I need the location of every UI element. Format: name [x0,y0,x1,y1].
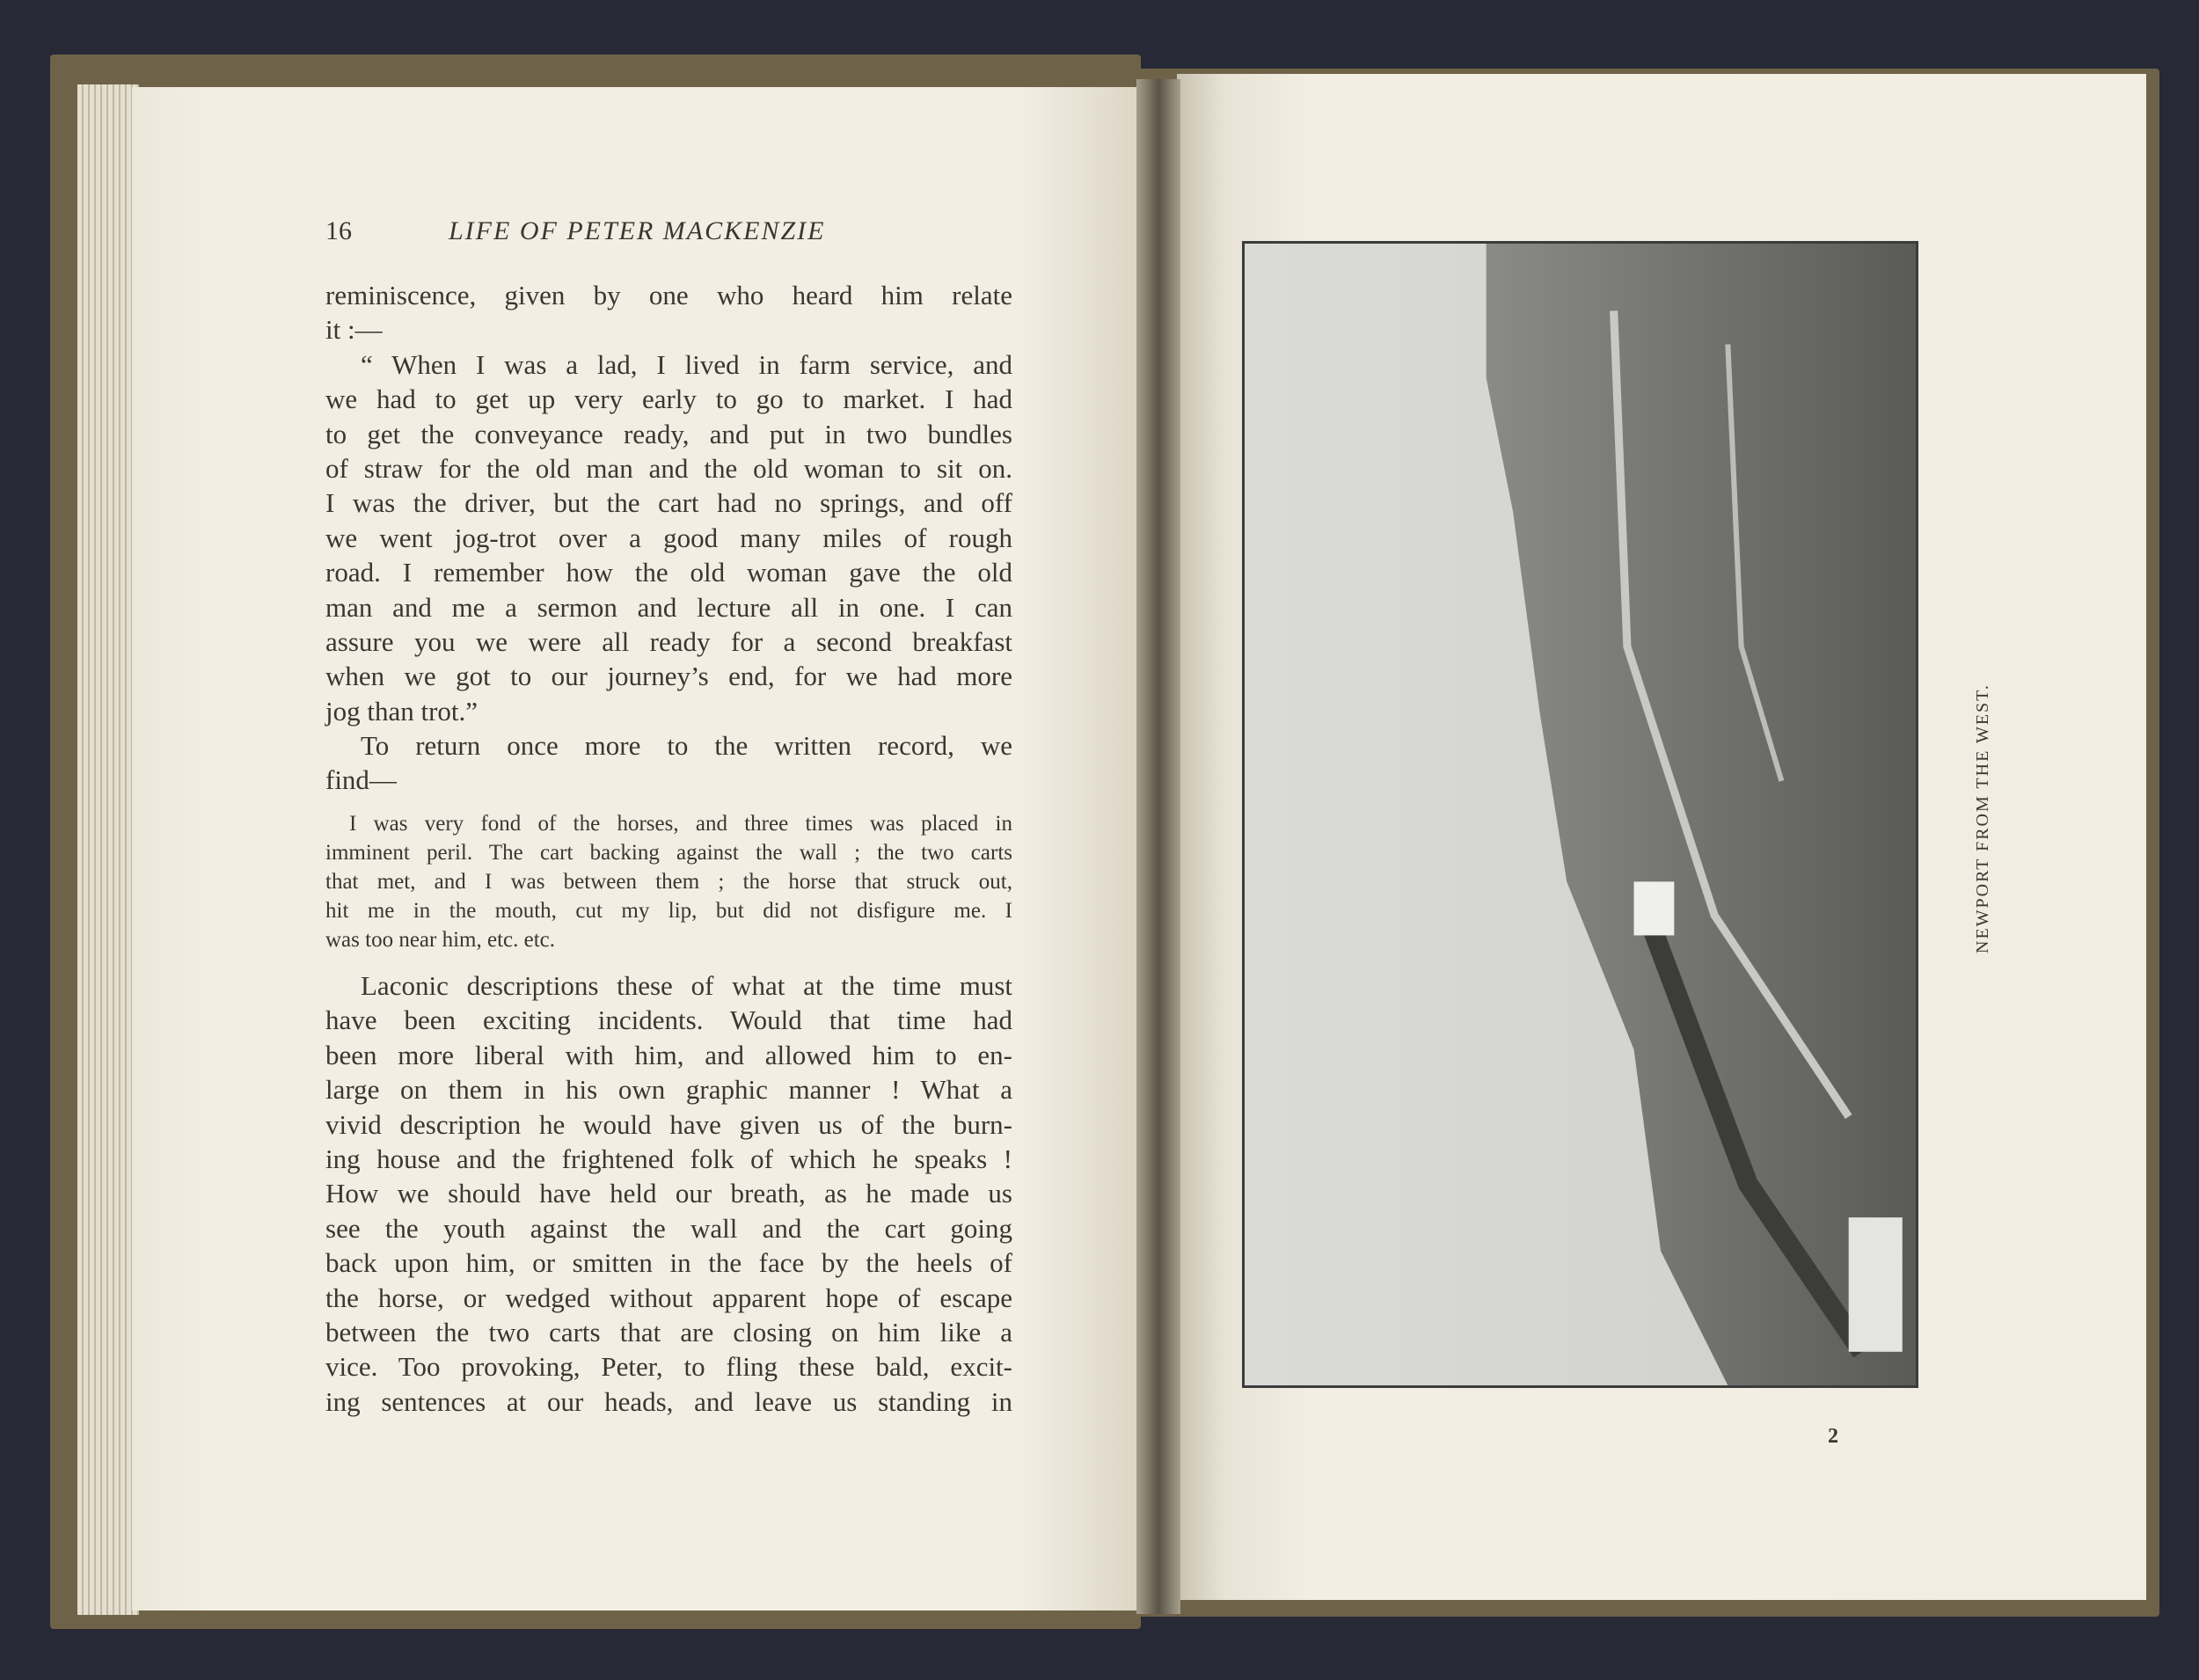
text-line: “ When I was a lad, I lived in farm service, and [361,348,1012,380]
text-line: I was the driver, but the cart had no springs, and off [325,487,1012,519]
text-line: vivid description he would have given us of the burn- [325,1108,1012,1140]
text-line: ing sentences at our heads, and leave us standing in [325,1385,1012,1417]
text-line: find— [325,764,397,796]
text-line: to get the conveyance ready, and put in two bundles [325,418,1012,449]
text-line: Laconic descriptions these of what at the time must [361,970,1012,1001]
text-line: reminiscence, given by one who heard him relate [325,280,1012,310]
house [1634,881,1675,935]
running-head-title: LIFE OF PETER MACKENZIE [449,216,826,245]
text-line: when we got to our journey’s end, for we had more [325,661,1012,692]
text-line: ing house and the frightened folk of which he speaks ! [325,1143,1012,1174]
text-line: road. I remember how the old woman gave the old [325,557,1012,588]
text-line: that met, and I was between them ; the horse that struck out, [325,870,1012,894]
building [1849,1217,1903,1352]
paragraph-reminiscence [325,278,1012,798]
page-edges [77,84,139,1615]
book-gutter [1136,79,1180,1614]
page-number: 16 [325,216,352,245]
text-line: been more liberal with him, and allowed him to en- [325,1039,1012,1070]
text-line: large on them in his own graphic manner ! What a [325,1074,1012,1106]
text-line: hit me in the mouth, cut my lip, but did not disfigure me. I [325,899,1012,923]
text-line: we had to get up very early to go to market. I had [325,383,1012,415]
text-line: was too near him, etc. etc. [325,928,556,952]
text-line: of straw for the old man and the old woman to sit on. [325,452,1012,484]
landscape-photo [1245,244,1916,1385]
extract-quote [325,809,1012,954]
paragraph-laconic [325,968,1012,1419]
text-line: we went jog-trot over a good many miles of rough [325,522,1012,553]
text-line: have been exciting incidents. Would that time had [325,1004,1012,1036]
text-line: vice. Too provoking, Peter, to fling these bald, excit- [325,1351,1012,1383]
text-line: jog than trot.” [325,695,479,727]
text-line: How we should have held our breath, as he made us [325,1178,1012,1209]
running-header [325,216,1012,252]
text-line: I was very fond of the horses, and three times was placed in [349,812,1012,836]
text-line: assure you we were all ready for a second breakfast [325,625,1012,657]
text-line: To return once more to the written record, we [361,730,1012,762]
text-line: see the youth against the wall and the cart going [325,1212,1012,1244]
text-line: it :— [325,314,383,346]
text-line: the horse, or wedged without apparent hope of escape [325,1282,1012,1313]
text-line: man and me a sermon and lecture all in one. I can [325,591,1012,623]
text-line: back upon him, or smitten in the face by the heels of [325,1247,1012,1279]
text-line: between the two carts that are closing on him like a [325,1316,1012,1348]
plate-photograph [1242,241,1918,1388]
plate-caption: NEWPORT FROM THE WEST. [1973,683,1992,953]
plate-number: 2 [1828,1425,1838,1448]
text-line: imminent peril. The cart backing against the wall ; the two carts [325,841,1012,865]
